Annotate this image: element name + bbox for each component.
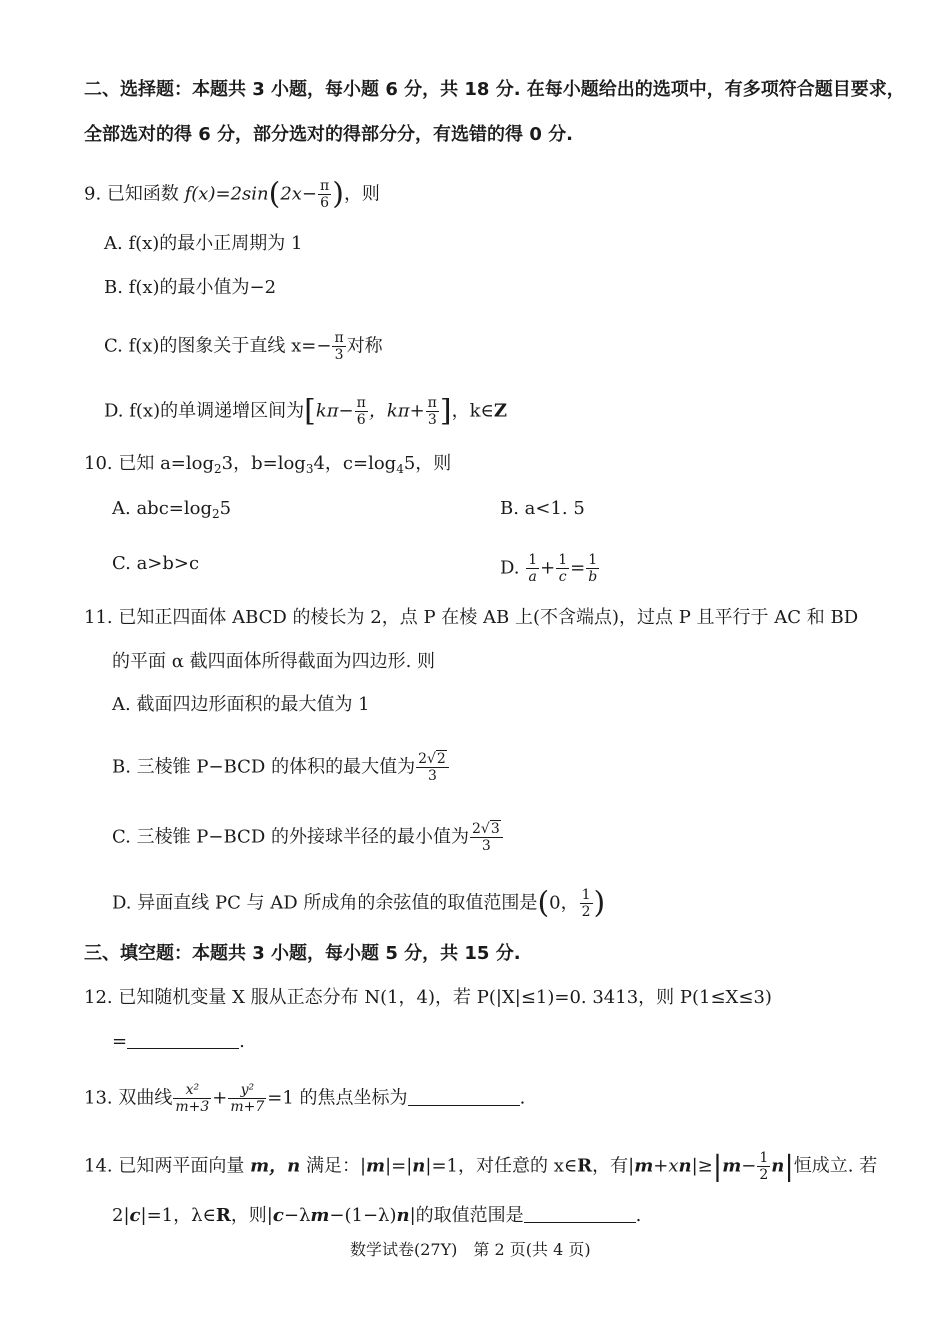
question-13-stem: 13. 双曲线 $\frac{\text{x²}}{m+3}$ + $\frac{\text{y²}}{m+7}$ =1 的焦点坐标为 .	[84, 1082, 526, 1115]
question-11-option-c: C. 三棱锥 P−BCD 的外接球半径的最小值为 $\frac{2√3}{3}$	[112, 821, 504, 854]
question-11-option-a: A. 截面四边形面积的最大值为 1	[112, 694, 370, 715]
question-12-answer-line: = .	[112, 1031, 245, 1052]
question-9-stem: 9. 已知函数 f(x)=2sin(2x− $\frac{\pi}{6}$ )，则	[84, 176, 380, 212]
question-9-option-c: C. f(x)的图象关于直线 x=− $\frac{\pi}{3}$ 对称	[104, 330, 383, 363]
question-10-option-d: D. $\frac{1}{a}$ + $\frac{1}{c}$ = $\frac{1}{b}$	[500, 552, 598, 585]
answer-blank-12[interactable]	[127, 1032, 239, 1049]
question-14-stem-line1: 14. 已知两平面向量 m，n 满足：|m|=|n|=1，对任意的 x∈R，有|m+xn|≥|m− $\frac{1}{2}$ n|恒成立. 若	[84, 1149, 878, 1183]
question-10-stem: 10. 已知 $a=\log_23$，$b=\log_34$，$c=\log_45$，则	[84, 453, 452, 476]
question-11-option-b: B. 三棱锥 P−BCD 的体积的最大值为 $\frac{2√2}{3}$	[112, 751, 450, 784]
question-9-option-b: B. f(x)的最小值为−2	[104, 277, 277, 298]
section2-heading-line2: 全部选对的得 6 分，部分选对的得部分分，有选错的得 0 分.	[84, 124, 573, 145]
question-11-stem-line1: 11. 已知正四面体 ABCD 的棱长为 2，点 P 在棱 AB 上(不含端点)，过点 P 且平行于 AC 和 BD	[84, 607, 859, 628]
question-14-stem-line2: 2|c|=1，λ∈R，则|c−λm−(1−λ)n|的取值范围是 .	[112, 1205, 642, 1226]
answer-blank-14[interactable]	[524, 1206, 636, 1223]
answer-blank-13[interactable]	[408, 1089, 520, 1106]
question-9-option-d: D. f(x)的单调递增区间为[kπ− $\frac{\pi}{6}$ ，kπ+ $\frac{\pi}{3}$ ]，k∈Z	[104, 393, 507, 429]
question-11-option-d: D. 异面直线 PC 与 AD 所成角的余弦值的取值范围是(0， $\frac{1}{2}$ )	[112, 885, 606, 921]
page-footer: 数学试卷(27Y) 第 2 页(共 4 页)	[350, 1240, 591, 1259]
question-9-option-a: A. f(x)的最小正周期为 1	[104, 233, 303, 254]
section3-heading: 三、填空题：本题共 3 小题，每小题 5 分，共 15 分.	[84, 943, 521, 964]
question-11-stem-line2: 的平面 α 截四面体所得截面为四边形. 则	[112, 651, 436, 672]
question-10-option-c: C. a>b>c	[112, 553, 200, 574]
question-12-stem: 12. 已知随机变量 X 服从正态分布 N(1，4)，若 P(|X|≤1)=0. 3413，则 P(1≤X≤3)	[84, 987, 772, 1008]
section2-heading-line1: 二、选择题：本题共 3 小题，每小题 6 分，共 18 分. 在每小题给出的选项中，有多项符合题目要求，	[84, 79, 905, 100]
question-10-option-b: B. a<1. 5	[500, 498, 585, 519]
question-10-option-a: A. $abc=\log_25$	[112, 498, 232, 521]
pi-over-6: $\frac{\pi}{6}$	[320, 178, 330, 211]
